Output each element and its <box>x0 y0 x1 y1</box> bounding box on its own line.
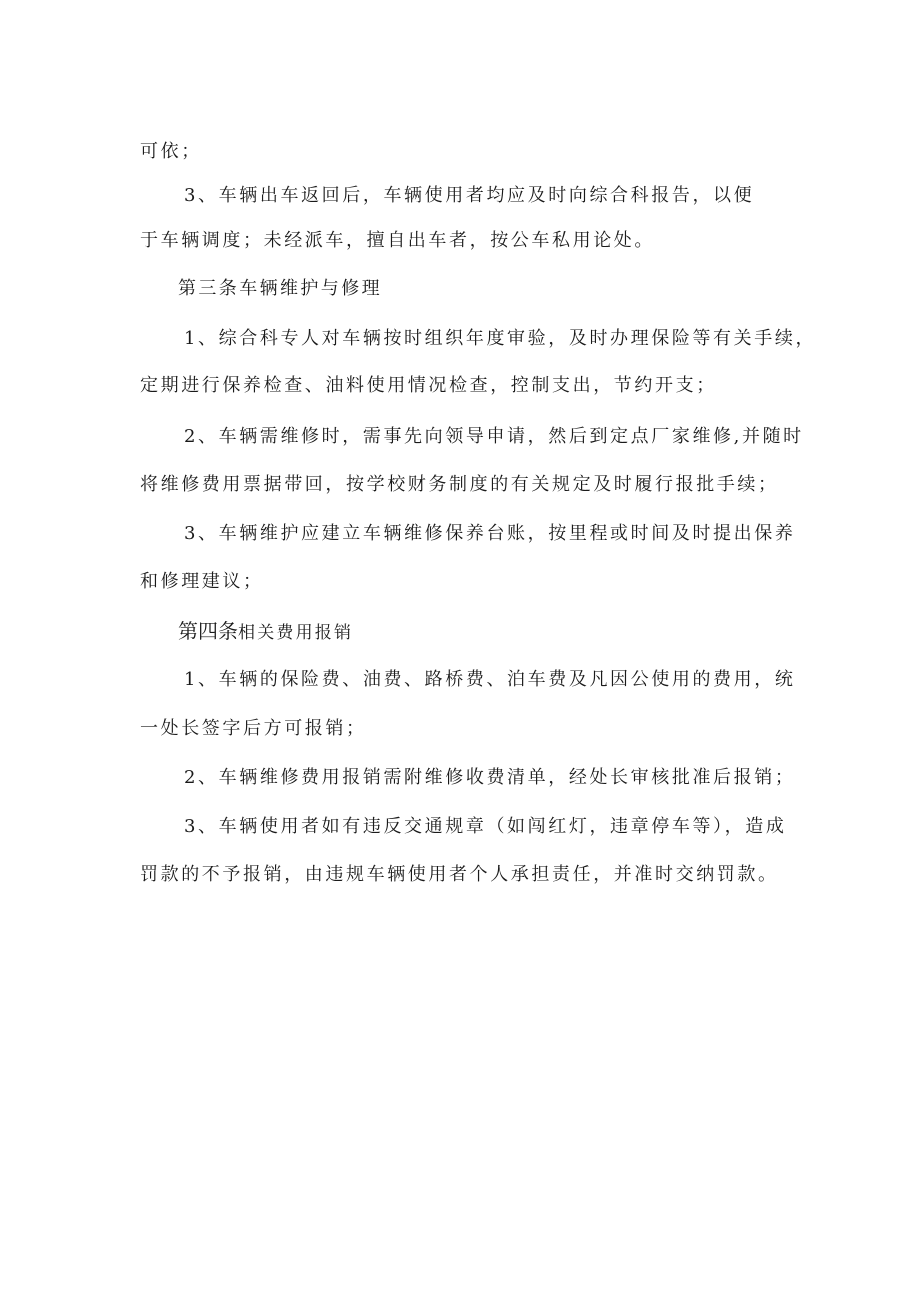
paragraph-line: 3、车辆使用者如有违反交通规章（如闯红灯，违章停车等），造成 <box>184 816 787 837</box>
paragraph-line: 2、车辆需维修时，需事先向领导申请，然后到定点厂家维修,并随时 <box>184 426 804 447</box>
paragraph-line: 3、车辆维护应建立车辆维修保养台账，按里程或时间及时提出保养 <box>184 523 796 544</box>
section-heading-title: 相关费用报销 <box>238 623 354 643</box>
paragraph-line: 1、车辆的保险费、油费、路桥费、泊车费及凡因公使用的费用，统 <box>184 669 796 690</box>
paragraph-line: 和修理建议； <box>140 571 264 592</box>
paragraph-line: 可依； <box>140 141 202 162</box>
paragraph-line: 1、综合科专人对车辆按时组织年度审验，及时办理保险等有关手续， <box>184 328 817 349</box>
paragraph-line: 一处长签字后方可报销； <box>140 718 367 739</box>
paragraph-line: 于车辆调度；未经派车，擅自出车者，按公车私用论处。 <box>140 230 655 251</box>
paragraph-line: 罚款的不予报销，由违规车辆使用者个人承担责任，并准时交纳罚款。 <box>140 864 779 885</box>
paragraph-line: 2、车辆维修费用报销需附维修收费清单，经处长审核批准后报销； <box>184 767 796 788</box>
section-heading-3: 第三条车辆维护与修理 <box>178 278 382 299</box>
paragraph-line: 定期进行保养检查、油料使用情况检查，控制支出，节约开支； <box>140 375 717 396</box>
paragraph-line: 3、车辆出车返回后，车辆使用者均应及时向综合科报告，以便 <box>184 185 755 206</box>
section-heading-prefix: 第四条 <box>178 619 238 643</box>
section-heading-4 <box>178 619 353 645</box>
paragraph-line: 将维修费用票据带回，按学校财务制度的有关规定及时履行报批手续； <box>140 474 779 495</box>
